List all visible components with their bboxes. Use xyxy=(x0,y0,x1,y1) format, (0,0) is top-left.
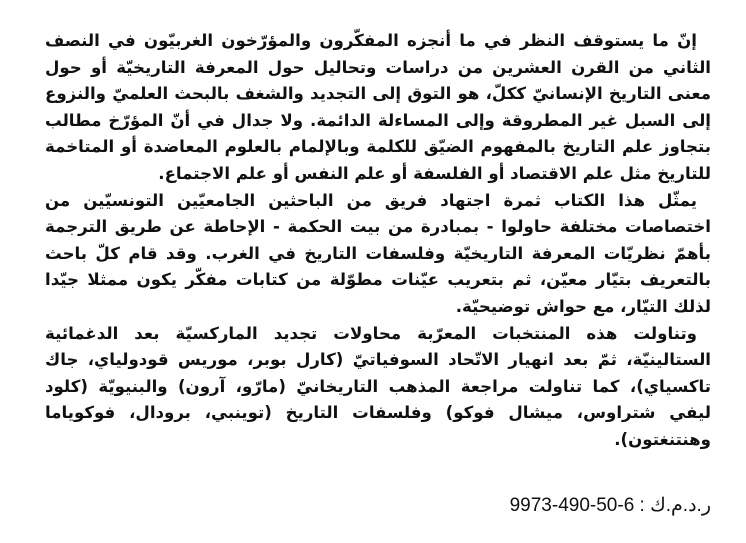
isbn-number: 9973-490-50-6 xyxy=(509,495,635,516)
paragraph-1 xyxy=(45,28,711,188)
paragraph-2 xyxy=(45,188,711,321)
paragraph-2-text: يمثّل هذا الكتاب ثمرة اجتهاد فريق من الباحثين الجامعيّين التونسيّين من اختصاصات مختلفة حاولوا - بمبادرة من بيت الحكمة - الإحاطة عن طريق الترجمة بأهمّ نظريّات المعرفة التاريخيّة وفلسفات التاريخ في الغرب. وقد قام كلّ باحث بالتعريف بتيّار معيّن، ثم بتعريب عيّنات مطوّلة من كتابات مفكّر يكون ممثلا جيّدا لذلك التيّار، مع حواش توضيحيّة. xyxy=(45,190,711,316)
paragraph-3-text: وتناولت هذه المنتخبات المعرّبة محاولات تجديد الماركسيّة بعد الدغمائية الستالينيّة، ثمّ بعد انهيار الاتّحاد السوفياتيّ (كارل بوبر، موريس قودولياي، جاك تاكسياي)، كما تناولت مراجعة المذهب التاريخانيّ (مارّو، آرون) والبنيويّة (كلود ليفي شتراوس، ميشال فوكو) وفلسفات التاريخ (توينبي، برودال، فوكوياما وهنتنغتون). xyxy=(45,323,711,449)
isbn-line xyxy=(491,493,711,519)
paragraph-3 xyxy=(45,321,711,454)
paragraph-1-text: إنّ ما يستوقف النظر في ما أنجزه المفكّرون والمؤرّخون الغربيّون في النصف الثاني من القرن العشرين من دراسات وتحاليل حول المعرفة التاريخيّة أو حول معنى التاريخ الإنسانيّ ككلّ، هو التوق إلى التجديد والشغف بالبحث العلميّ والنزوع إلى السبل غير المطروقة وإلى المساءلة الدائمة. ولا جدال في أنّ المؤرّخ مطالب بتجاوز علم التاريخ بالمفهوم الضيّق للكلمة وبالإلمام بالعلوم المعاضدة أو المتاخمة للتاريخ مثل علم الاقتصاد أو الفلسفة أو علم النفس أو علم الاجتماع. xyxy=(45,31,711,183)
document-body xyxy=(45,28,711,454)
isbn-label: ر.د.م.ك : xyxy=(634,495,711,516)
